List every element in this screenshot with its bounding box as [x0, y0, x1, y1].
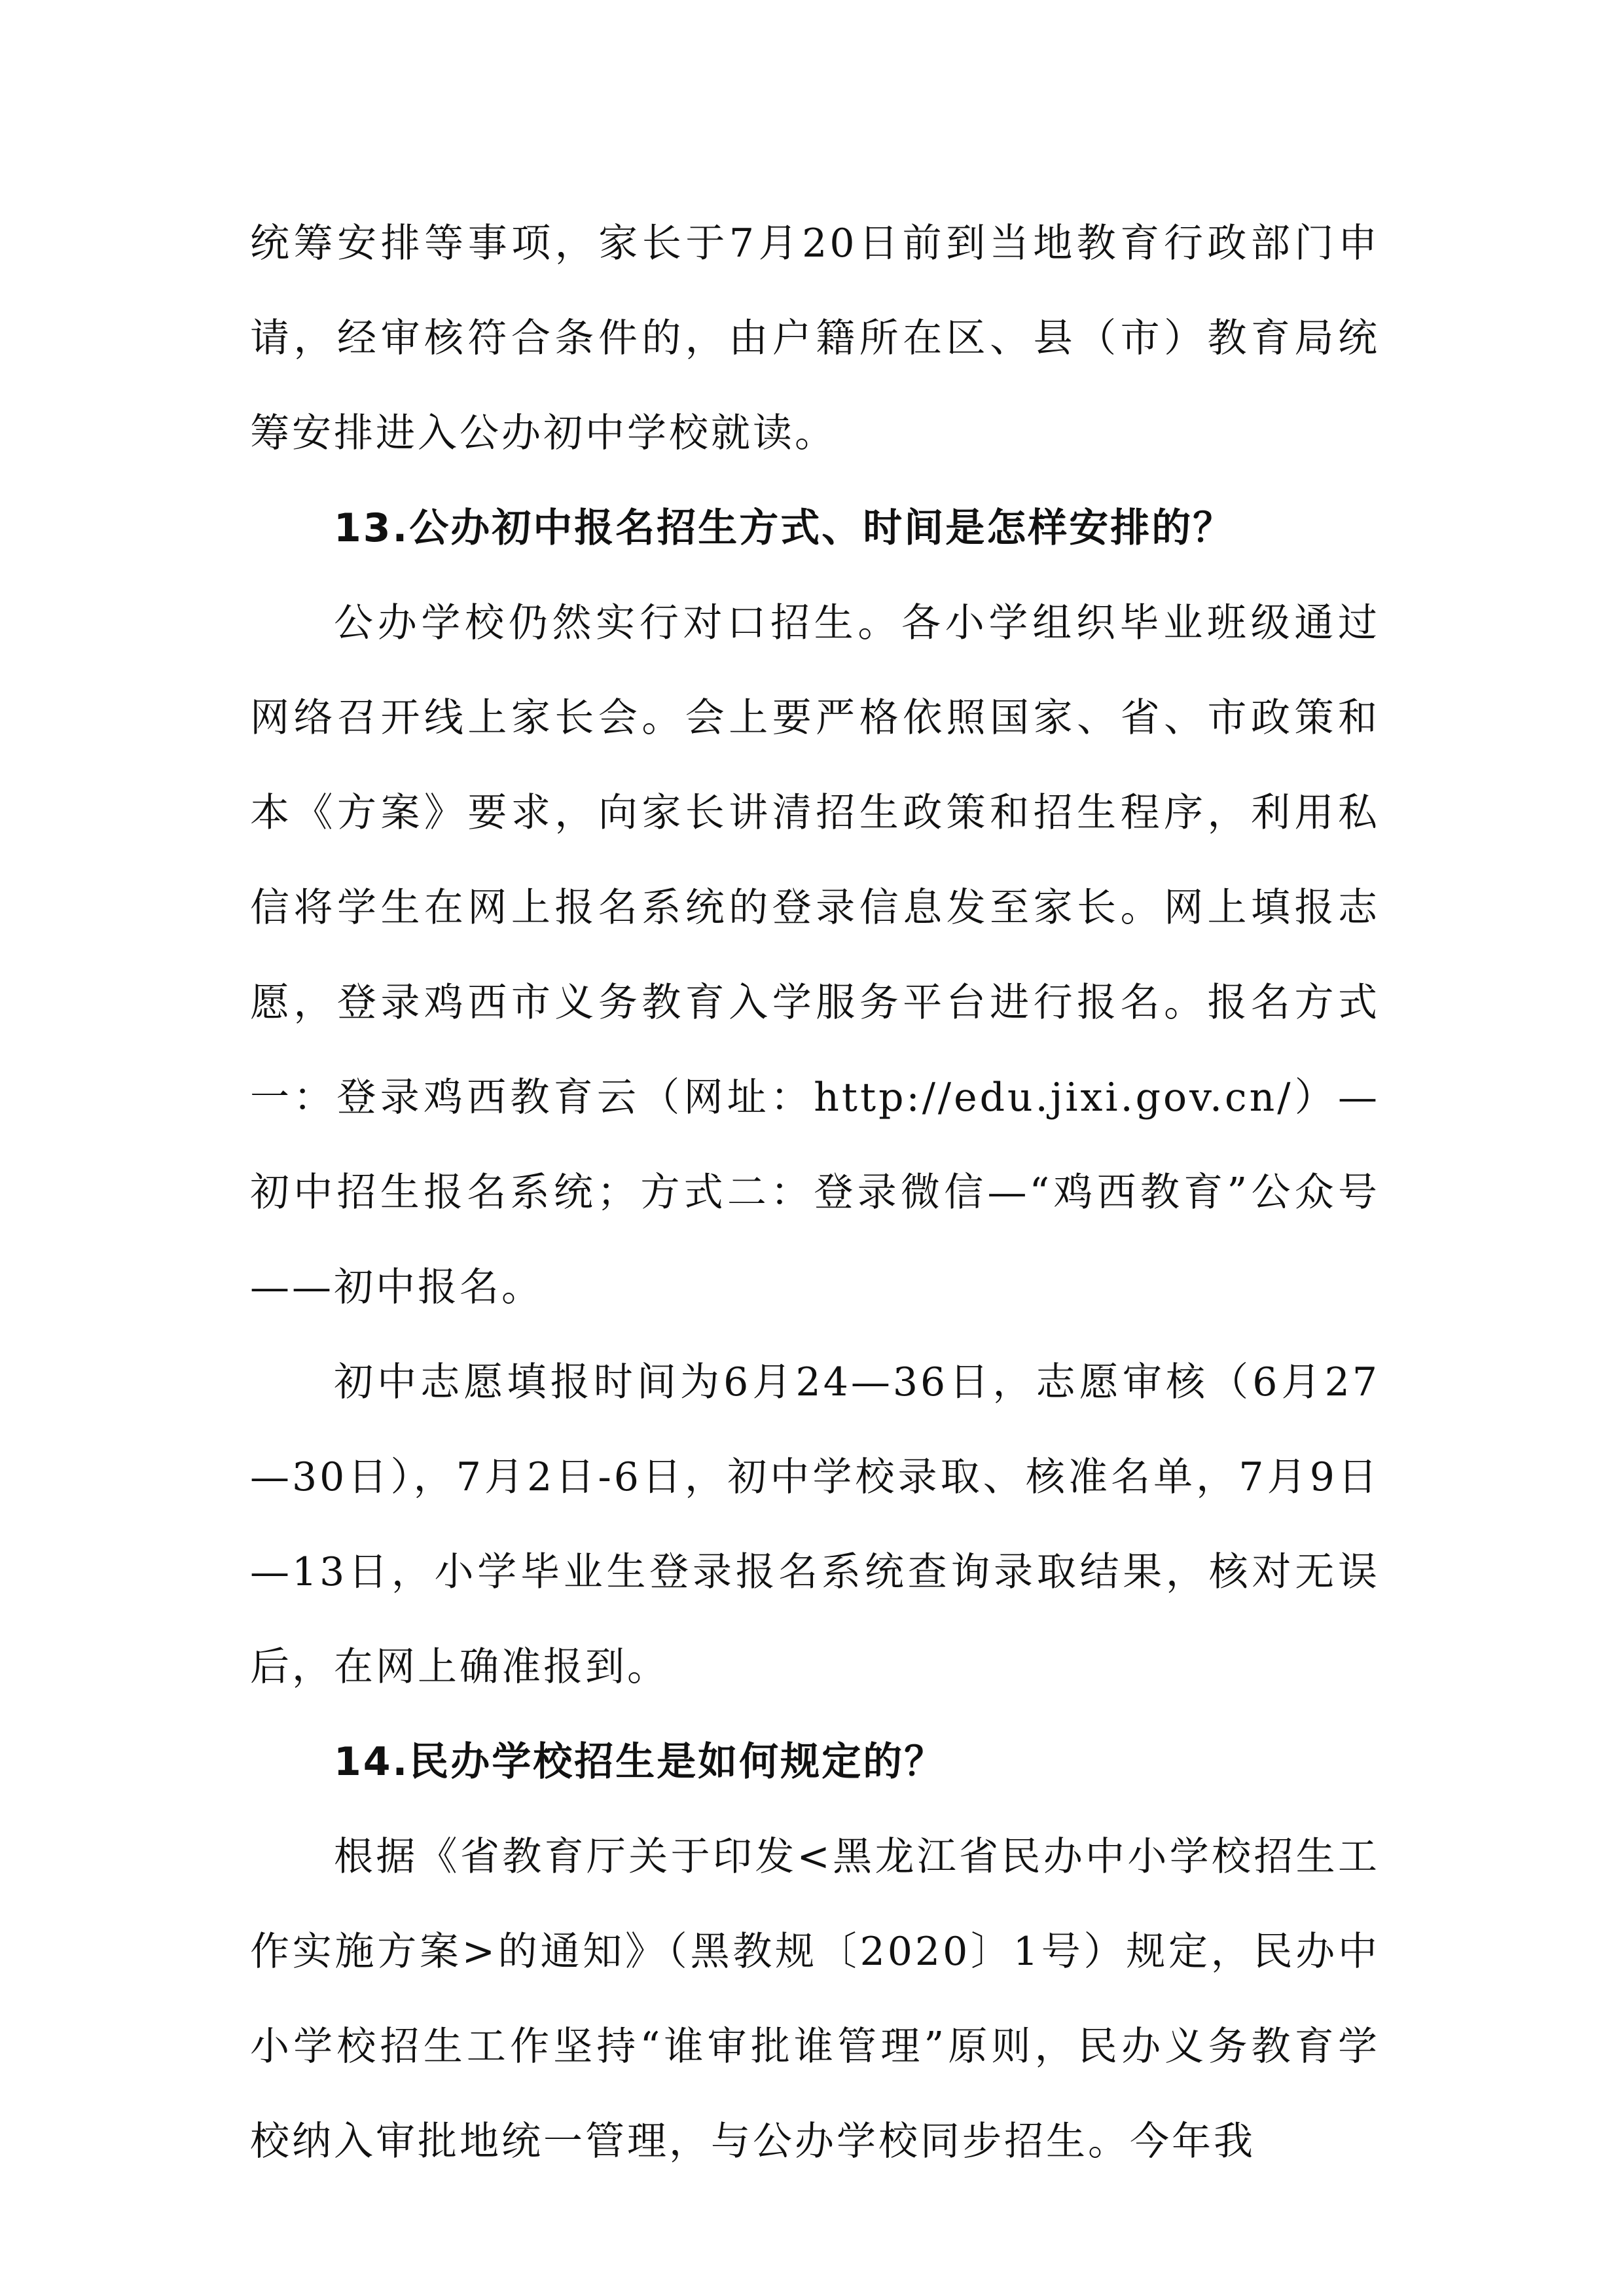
answer-paragraph-13-schedule: 初中志愿填报时间为6月24—36日，志愿审核（6月27—30日），7月2日-6日，初中学校录取、核准名单，7月9日—13日，小学毕业生登录报名系统查询录取结果，核对无误后，在网上确准报到。 — [250, 1359, 1380, 1690]
question-heading-14: 14.民办学校招生是如何规定的？ — [334, 1739, 946, 1785]
question-heading-13: 13.公办初中报名招生方式、时间是怎样安排的？ — [334, 505, 1235, 551]
paragraph-continuation: 统筹安排等事项，家长于7月20日前到当地教育行政部门申请，经审核符合条件的，由户籍所在区、县（市）教育局统筹安排进入公办初中学校就读。 — [250, 221, 1380, 456]
document-body — [250, 196, 1380, 2189]
answer-paragraph-14: 根据《省教育厅关于印发<黑龙江省民办中小学校招生工作实施方案>的通知》（黑教规〔2020〕1号）规定，民办中小学校招生工作坚持“谁审批谁管理”原则，民办义务教育学校纳入审批地统一管理，与公办学校同步招生。今年我 — [250, 1834, 1380, 2164]
answer-paragraph-13-registration: 公办学校仍然实行对口招生。各小学组织毕业班级通过网络召开线上家长会。会上要严格依照国家、省、市政策和本《方案》要求，向家长讲清招生政策和招生程序，利用私信将学生在网上报名系统的登录信息发至家长。网上填报志愿，登录鸡西市义务教育入学服务平台进行报名。报名方式一：登录鸡西教育云（网址：http://edu.jixi.gov.cn/）—初中招生报名系统；方式二：登录微信—“鸡西教育”公众号——初中报名。 — [250, 600, 1380, 1310]
